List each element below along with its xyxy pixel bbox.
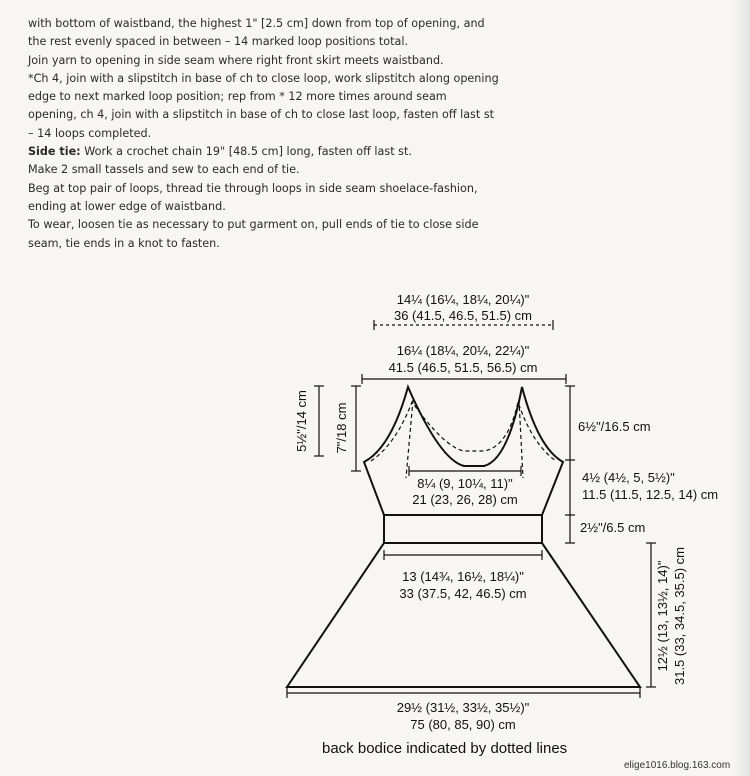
instruction-line: Join yarn to opening in side seam where right front skirt meets waistband. (28, 53, 444, 67)
instruction-line: ending at lower edge of waistband. (28, 199, 226, 213)
left-inner-depth-label: 7"/18 cm (334, 402, 349, 454)
instruction-line: the rest evenly spaced in between – 14 marked loop positions total. (28, 35, 409, 49)
left-outer-depth-label: 5½"/14 cm (294, 390, 309, 452)
waistband-outline (384, 515, 542, 543)
diagram-caption: back bodice indicated by dotted lines (322, 740, 568, 757)
skirt-length-label-in: 12½ (13, 13½, 14)" (655, 560, 670, 672)
instruction-line: opening, ch 4, join with a slipstitch in base of ch to close last loop, fasten off last st (28, 108, 495, 122)
upper-width-label-cm: 41.5 (46.5, 51.5, 56.5) cm (388, 360, 538, 375)
instruction-line: Make 2 small tassels and sew to each end of tie. (28, 163, 300, 177)
neck-width-label-in: 8¼ (9, 10¼, 11)" (417, 476, 513, 491)
instruction-line: with bottom of waistband, the highest 1" [2.5 cm] down from top of opening, and (28, 17, 485, 30)
side-height-label-cm: 11.5 (11.5, 12.5, 14) cm (582, 487, 719, 502)
hem-width-label-in: 29½ (31½, 33½, 35½)" (396, 700, 530, 715)
instruction-line: – 14 loops completed. (28, 126, 152, 140)
top-width-label-in: 14¼ (16¼, 18¼, 20¼)" (396, 292, 530, 307)
waist-width-label-cm: 33 (37.5, 42, 46.5) cm (399, 586, 527, 601)
upper-width-label-in: 16¼ (18¼, 20¼, 22¼)" (396, 343, 530, 358)
strap-height-label: 6½"/16.5 cm (578, 419, 651, 434)
waist-width-label-in: 13 (14¾, 16½, 18¼)" (402, 569, 524, 584)
hem-width-label-cm: 75 (80, 85, 90) cm (410, 717, 516, 732)
skirt-length-label-cm: 31.5 (33, 34.5, 35.5) cm (672, 546, 687, 686)
instruction-line: edge to next marked loop position; rep from * 12 more times around seam (28, 90, 447, 104)
skirt-outline (287, 543, 640, 687)
top-width-label-cm: 36 (41.5, 46.5, 51.5) cm (393, 308, 533, 323)
side-tie-line: Side tie: Work a crochet chain 19" [48.5 cm] long, fasten off last st. (28, 145, 412, 159)
instruction-line: To wear, loosen tie as necessary to put garment on, pull ends of tie to close side (28, 218, 479, 232)
instruction-line: *Ch 4, join with a slipstitch in base of ch to close loop, work slipstitch along opening (28, 71, 499, 85)
instruction-line: Beg at top pair of loops, thread tie through loops in side seam shoelace-fashion, (28, 181, 478, 195)
neck-width-label-cm: 21 (23, 26, 28) cm (412, 492, 518, 507)
instruction-line: seam, tie ends in a knot to fasten. (28, 236, 220, 250)
watermark: elige1016.blog.163.com (624, 760, 731, 771)
side-height-label-in: 4½ (4½, 5, 5½)" (582, 470, 675, 485)
waistband-height-label: 2½"/6.5 cm (580, 520, 646, 535)
